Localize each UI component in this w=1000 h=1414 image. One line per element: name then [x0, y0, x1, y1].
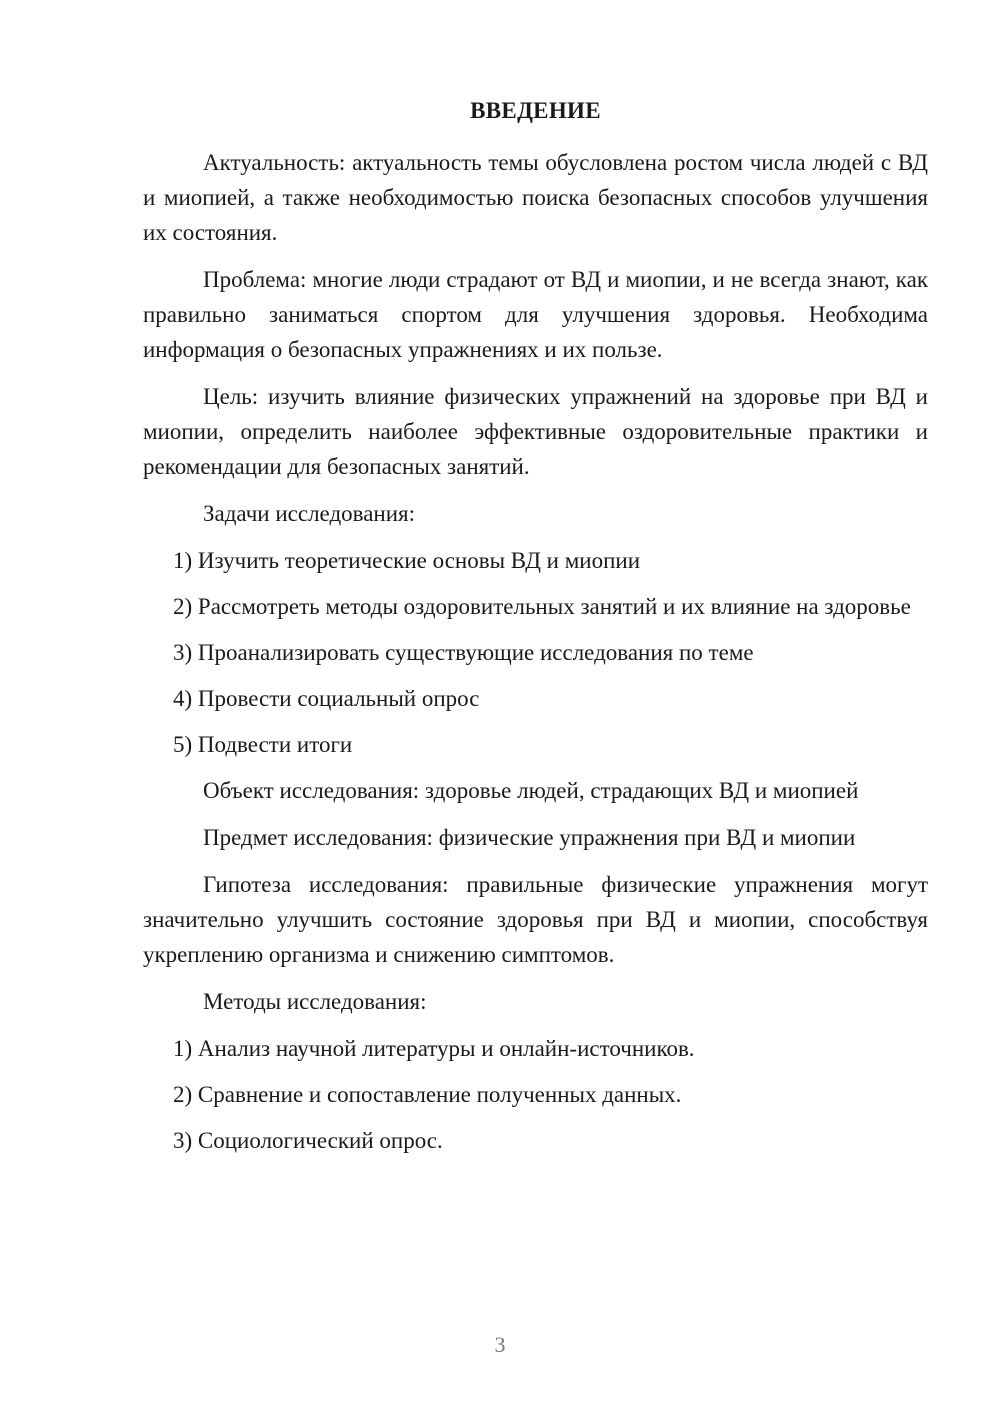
hypothesis-paragraph: Гипотеза исследования: правильные физические упражнения могут значительно улучшить состояние здоровья при ВД и миопии, способствуя укреплению организма и снижению симптомов.	[143, 872, 928, 967]
methods-title: Методы исследования:	[203, 989, 427, 1014]
method-item: 3) Социологический опрос.	[173, 1128, 443, 1153]
object-paragraph: Объект исследования: здоровье людей, страдающих ВД и миопией	[203, 778, 859, 803]
subject-paragraph: Предмет исследования: физические упражнения при ВД и миопии	[203, 825, 856, 850]
problem-paragraph: Проблема: многие люди страдают от ВД и миопии, и не всегда знают, как правильно заниматься спортом для улучшения здоровья. Необходима информация о безопасных упражнениях и их пользе.	[143, 267, 928, 362]
task-item: 1) Изучить теоретические основы ВД и миопии	[173, 548, 641, 573]
relevance-paragraph: Актуальность: актуальность темы обусловлена ростом числа людей с ВД и миопией, а также необходимостью поиска безопасных способов улучшения их состояния.	[143, 150, 928, 245]
task-item: 4) Провести социальный опрос	[173, 686, 480, 711]
task-item: 3) Проанализировать существующие исследования по теме	[173, 640, 754, 665]
goal-paragraph: Цель: изучить влияние физических упражнений на здоровье при ВД и миопии, определить наиболее эффективные оздоровительные практики и рекомендации для безопасных занятий.	[143, 384, 928, 479]
page-content	[143, 95, 928, 1169]
page-number: 3	[494, 1332, 506, 1357]
task-item: 5) Подвести итоги	[173, 732, 353, 757]
method-item: 1) Анализ научной литературы и онлайн-источников.	[173, 1036, 695, 1061]
page-title: ВВЕДЕНИЕ	[470, 98, 601, 123]
method-item: 2) Сравнение и сопоставление полученных данных.	[173, 1082, 682, 1107]
task-item: 2) Рассмотреть методы оздоровительных занятий и их влияние на здоровье	[173, 594, 911, 619]
tasks-title: Задачи исследования:	[203, 501, 416, 526]
